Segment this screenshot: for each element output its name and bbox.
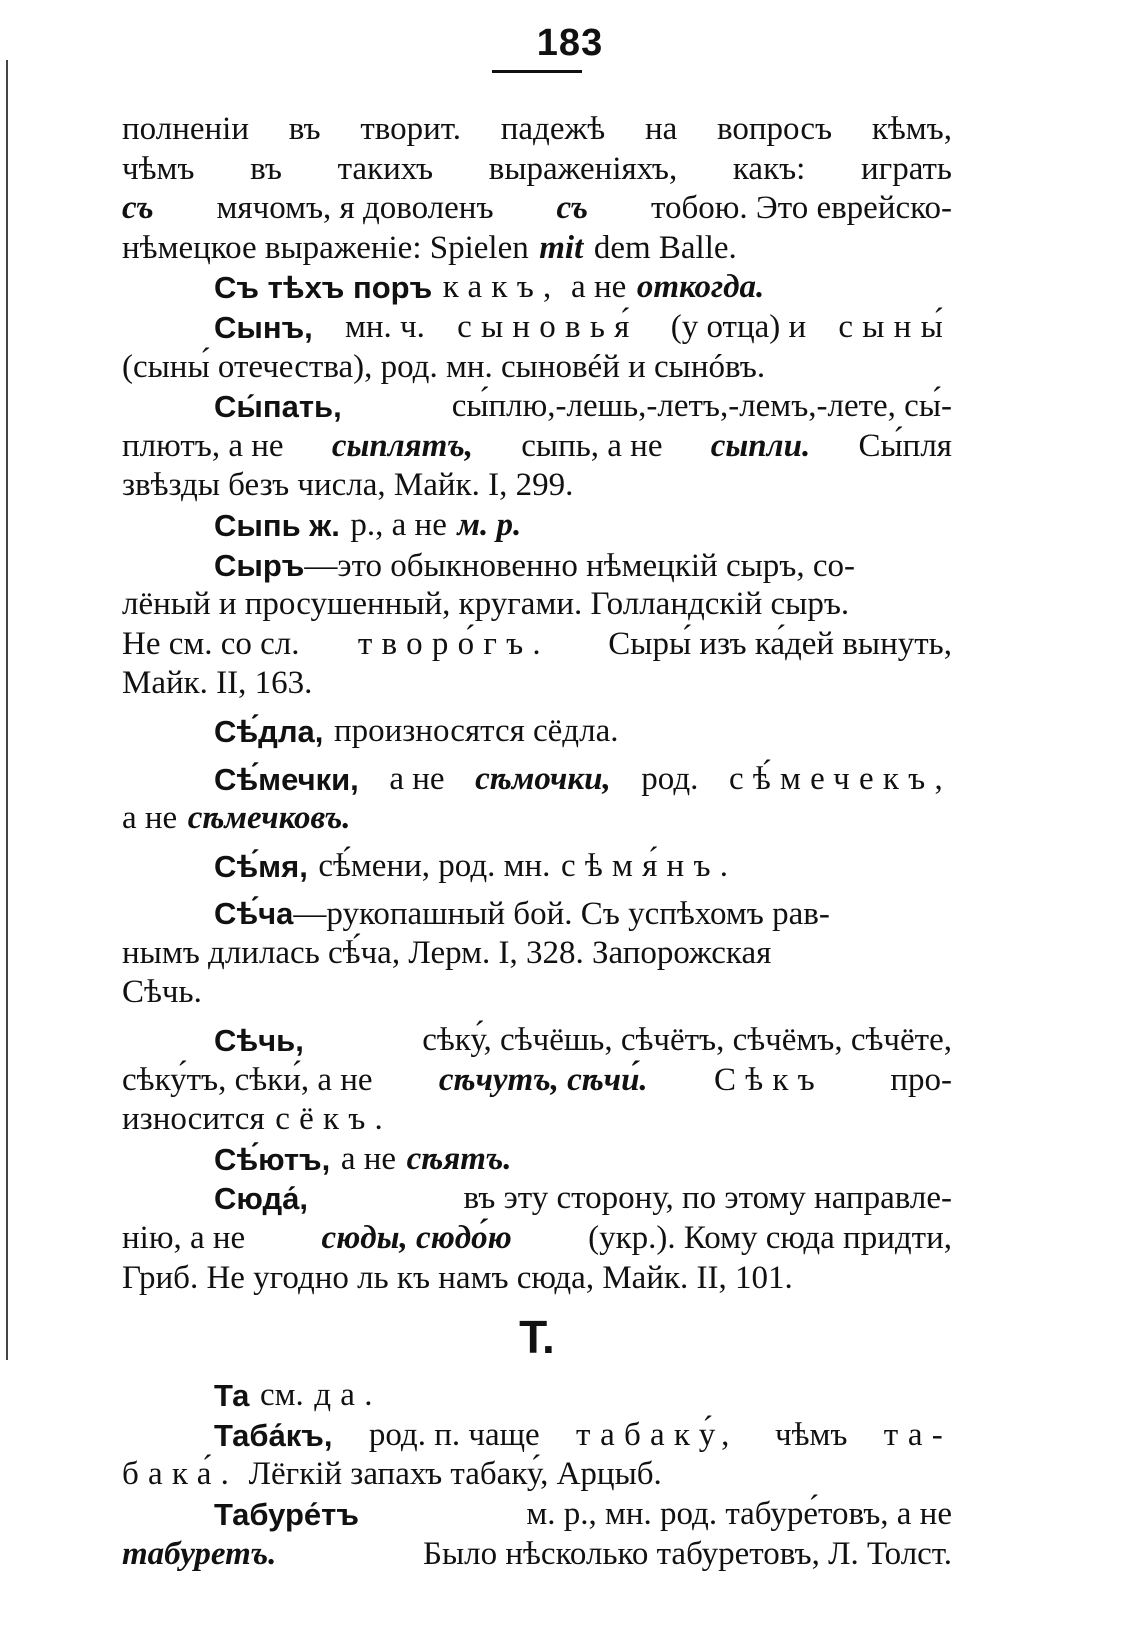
text-line: звѣзды безъ числа, Майк. I, 299. <box>122 467 574 504</box>
entry-sech: Сѣчь, сѣку́, сѣчёшь, сѣчётъ, сѣчёмъ, сѣчёте, <box>122 1021 952 1061</box>
text-line: Сѣчь. <box>122 974 202 1011</box>
entry-sypat: Сы́пать, сы́плю,-лешь,-летъ,-лемъ,-лете, сы́- <box>122 387 952 427</box>
text-line: лёный и просушенный, кругами. Голландскій сыръ. <box>122 586 850 623</box>
headword: Съ тѣхъ поръ <box>214 270 433 306</box>
headword: Сѣ́ютъ, <box>214 1141 331 1177</box>
entry-seyut: Сѣ́ютъ, а не сѣятъ. <box>122 1140 952 1180</box>
left-margin-rule <box>6 60 8 1360</box>
text-line: бака́. Лёгкій запахъ табаку́, Арцыб. <box>122 1456 662 1493</box>
text-line: нѣмецкое выраженіе: Spielen mit dem Balle. <box>122 229 737 266</box>
text-line: нымъ длилась сѣ́ча, Лерм. I, 328. Запорожская <box>122 934 772 971</box>
headword: Сынъ, <box>214 309 313 345</box>
entry-syp: Сыпь ж. р., а не м. р. <box>122 506 952 546</box>
text-line: табуретъ. Было нѣсколько табуретовъ, Л. Толст. <box>122 1535 952 1572</box>
text-line: Не см. со сл. творо́гъ. Сыры́ изъ ка́дей вынуть, <box>122 625 952 662</box>
headword: Та <box>214 1378 250 1414</box>
headword: Сыпь ж. <box>214 507 340 543</box>
text-line: Майк. II, 163. <box>122 665 313 702</box>
headword: Сѣ́дла, <box>214 713 324 749</box>
text-line: (сыны́ отечества), род. мн. сыновéй и сынóвъ. <box>122 348 766 385</box>
headword: Сѣчь, <box>214 1023 304 1059</box>
headword: Сы́пать, <box>214 389 342 425</box>
entry-taburet: Табуре́тъ м. р., мн. род. табуре́товъ, а не <box>122 1495 952 1535</box>
entry-secha: Сѣ́ча—рукопашный бой. Съ успѣхомъ рав- <box>214 896 830 933</box>
text-line: износится сёкъ. <box>122 1101 393 1138</box>
headword: Сыръ <box>214 547 305 583</box>
text-line: плютъ, а не сыплятъ, сыпь, а не сыпли. Сы́пля <box>122 427 952 464</box>
headword: Сѣ́мечки, <box>214 761 359 797</box>
text-line: чѣмъ въ такихъ выраженіяхъ, какъ: играть <box>122 150 952 187</box>
entry-syr: Сыръ—это обыкновенно нѣмецкій сыръ, со- <box>214 547 855 584</box>
text-line: Гриб. Не угодно ль къ намъ сюда, Майк. II, 101. <box>122 1259 793 1296</box>
headword: Сѣ́ча <box>214 896 294 932</box>
text-line: полненіи въ творит. падежѣ на вопросъ кѣмъ, <box>122 111 952 147</box>
entry-ta: Та см. да. <box>122 1376 952 1416</box>
text-line: нію, а не сюды, сюдо́ю (укр.). Кому сюда придти, <box>122 1220 952 1257</box>
page-number: 183 <box>536 22 604 64</box>
entry-s-tekh-por: Съ тѣхъ поръ какъ, а не откогда. <box>122 268 952 308</box>
headword: Сюда́, <box>214 1181 308 1217</box>
entry-syn: Сынъ, мн. ч. сыновья́ (у отца) и сыны́ <box>122 308 952 348</box>
entry-syuda: Сюда́, въ эту сторону, по этому направле- <box>122 1179 952 1219</box>
section-letter: Т. <box>519 1311 555 1364</box>
headword: Таба́къ, <box>214 1417 333 1453</box>
entry-semechki: Сѣ́мечки, а не сѣмочки, род. сѣ́мечекъ, <box>122 760 952 800</box>
text-line: съ мячомъ, я доволенъ съ тобою. Это еврейско- <box>122 190 952 227</box>
text-line: а не сѣмечковъ. <box>122 800 351 837</box>
headword: Табуре́тъ <box>214 1497 359 1532</box>
headword: Сѣ́мя, <box>214 848 308 884</box>
entry-sedla: Сѣ́дла, произносятся сёдла. <box>122 712 952 752</box>
entry-tabak: Таба́къ, род. п. чаще табаку́, чѣмъ та- <box>122 1416 952 1456</box>
entry-semya: Сѣ́мя, сѣ́мени, род. мн. сѣмя́нъ. <box>122 847 952 887</box>
page-number-underline <box>492 70 582 73</box>
dictionary-text <box>122 110 952 1574</box>
text-line: сѣку́тъ, сѣки́, а не сѣчутъ, сѣчи́. Сѣкъ про- <box>122 1061 952 1098</box>
